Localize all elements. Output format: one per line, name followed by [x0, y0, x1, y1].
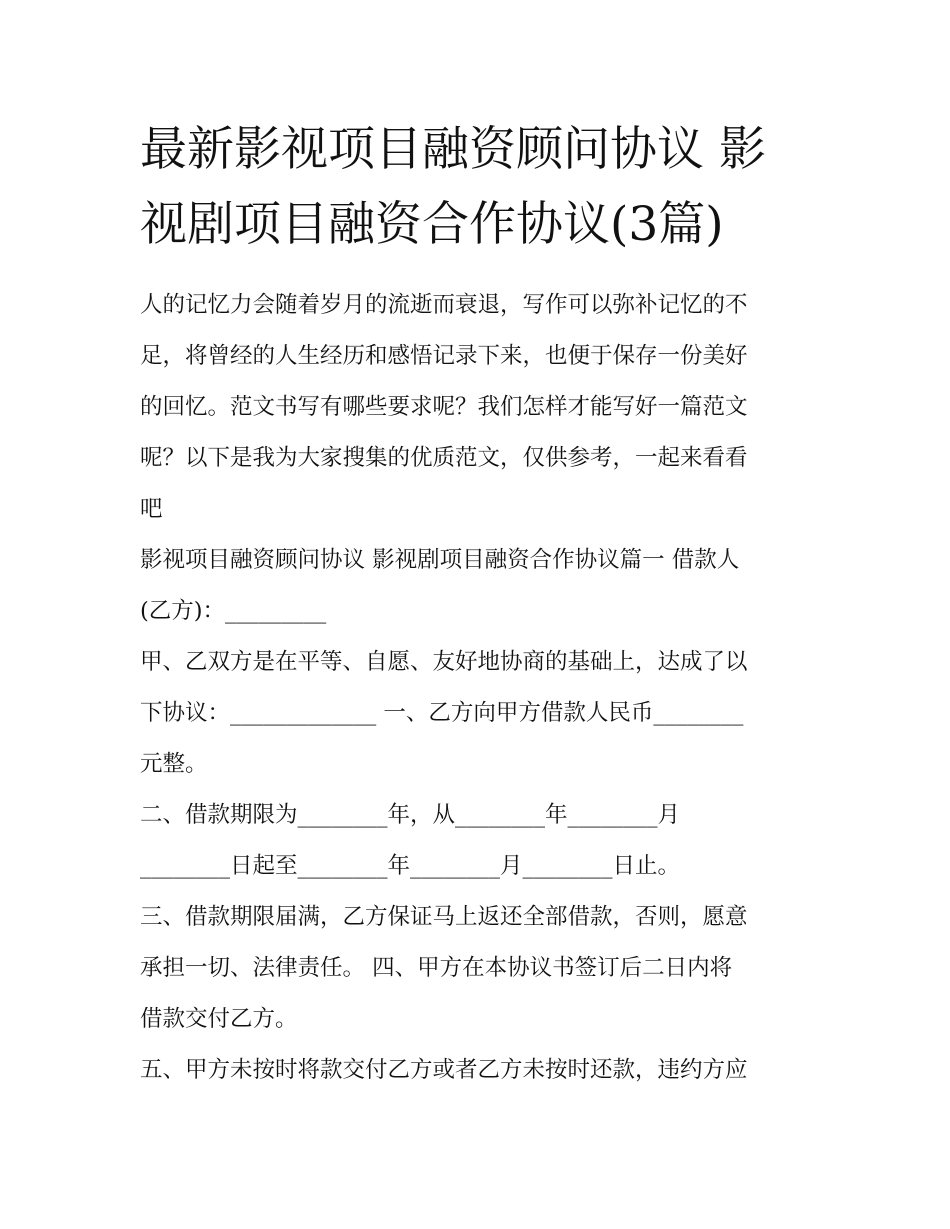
- text-line: 甲、乙双方是在平等、自愿、友好地协商的基础上，达成了以: [140, 649, 748, 675]
- text-line: 的回忆。范文书写有哪些要求呢？我们怎样才能写好一篇范文: [140, 394, 748, 420]
- text-line: 影视项目融资顾问协议 影视剧项目融资合作协议篇一 借款人: [140, 547, 740, 573]
- text-line: 借款交付乙方。: [140, 1006, 298, 1032]
- document-title: [140, 112, 830, 262]
- text-line: 二、借款期限为________年，从________年________月: [140, 802, 681, 828]
- text-line: 下协议：_____________ 一、乙方向甲方借款人民币________: [140, 700, 744, 726]
- document-body: [140, 280, 830, 1096]
- title-line: 最新影视项目融资顾问协议 影: [140, 122, 766, 177]
- text-line: ________日起至________年________月________日止。: [140, 853, 681, 879]
- text-line: 吧: [140, 496, 163, 522]
- intro-paragraph: [140, 280, 830, 535]
- clause-term-paragraph: [140, 790, 830, 892]
- text-line: 五、甲方未按时将款交付乙方或者乙方未按时还款，违约方应: [140, 1057, 748, 1083]
- text-line: 承担一切、法律责任。 四、甲方在本协议书签订后二日内将: [140, 955, 733, 981]
- clause-repayment-paragraph: [140, 892, 830, 1045]
- agreement-paragraph: [140, 637, 830, 790]
- title-line: 视剧项目融资合作协议(3篇): [140, 197, 724, 252]
- text-line: (乙方)：_________: [140, 598, 327, 624]
- text-line: 足，将曾经的人生经历和感悟记录下来，也便于保存一份美好: [140, 343, 748, 369]
- text-line: 呢？以下是我为大家搜集的优质范文，仅供参考，一起来看看: [140, 445, 748, 471]
- text-line: 人的记忆力会随着岁月的流逝而衰退，写作可以弥补记忆的不: [140, 292, 748, 318]
- clause-breach-paragraph: [140, 1045, 830, 1096]
- section-heading-paragraph: [140, 535, 830, 637]
- text-line: 元整。: [140, 751, 208, 777]
- text-line: 三、借款期限届满，乙方保证马上返还全部借款，否则，愿意: [140, 904, 748, 930]
